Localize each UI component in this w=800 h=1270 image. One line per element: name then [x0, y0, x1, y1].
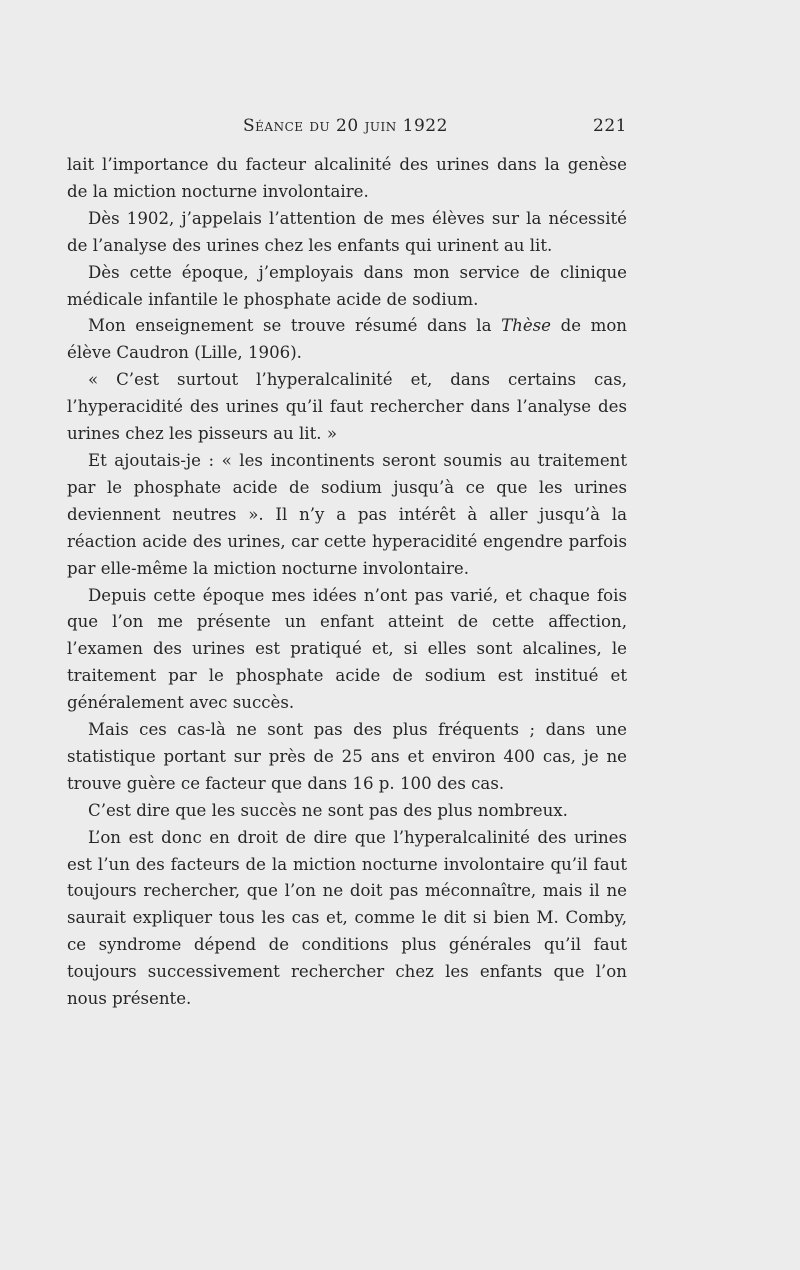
running-title: Séance du 20 juin 1922 [243, 116, 448, 136]
running-header [243, 116, 627, 140]
italic-title: Thèse [501, 316, 551, 336]
body-text [67, 152, 627, 1013]
paragraph [67, 313, 627, 367]
paragraph-text-before-italic: Mon enseignement se trouve résumé dans la [88, 316, 502, 336]
paragraph: Depuis cette époque mes idées n’ont pas varié, et chaque fois que l’on me présente un enfant atteint de cette affection, l’examen des urines est pratiqué et, si elles sont alcalines, le traitement par le phosphate acide de sodium est institué et généralement avec succès. [67, 585, 627, 713]
paragraph: Dès 1902, j’appelais l’attention de mes élèves sur la nécessité de l’analyse des urines chez les enfants qui urinent au lit. [67, 208, 627, 255]
paragraph: L’on est donc en droit de dire que l’hyperalcalinité des urines est l’un des facteurs de la miction nocturne involontaire qu’il faut toujours rechercher, que l’on ne doit pas méconnaître, mais il ne saurait expliquer tous les cas et, comme le dit si bien M. Comby, ce syndrome dépend de conditions plus générales qu’il faut toujours successivement rechercher chez les enfants que l’on nous présente. [67, 827, 627, 1009]
paragraph: Et ajoutais-je : « les incontinents seront soumis au traitement par le phosphate acide de sodium jusqu’à ce que les urines deviennent neutres ». Il n’y a pas intérêt à aller jusqu’à la réaction acide des urines, car cette hyperacidité engendre parfois par elle-même la miction nocturne involontaire. [67, 450, 627, 578]
paragraph: C’est dire que les succès ne sont pas des plus nombreux. [88, 800, 568, 820]
paragraph: lait l’importance du facteur alcalinité des urines dans la genèse de la miction nocturne involontaire. [67, 155, 627, 201]
paragraph: Dès cette époque, j’employais dans mon service de clinique médicale infantile le phosphate acide de sodium. [67, 262, 627, 309]
paragraph-text-after-italic: de mon élève Caudron (Lille, 1906). [67, 316, 627, 363]
quoted-paragraph: « C’est surtout l’hyperalcalinité et, dans certains cas, l’hyperacidité des urines qu’il faut rechercher dans l’analyse des urines chez les pisseurs au lit. » [67, 370, 627, 444]
paragraph: Mais ces cas-là ne sont pas des plus fréquents ; dans une statistique portant sur près de 25 ans et environ 400 cas, je ne trouve guère ce facteur que dans 16 p. 100 des cas. [67, 720, 627, 793]
page-number: 221 [593, 116, 627, 136]
